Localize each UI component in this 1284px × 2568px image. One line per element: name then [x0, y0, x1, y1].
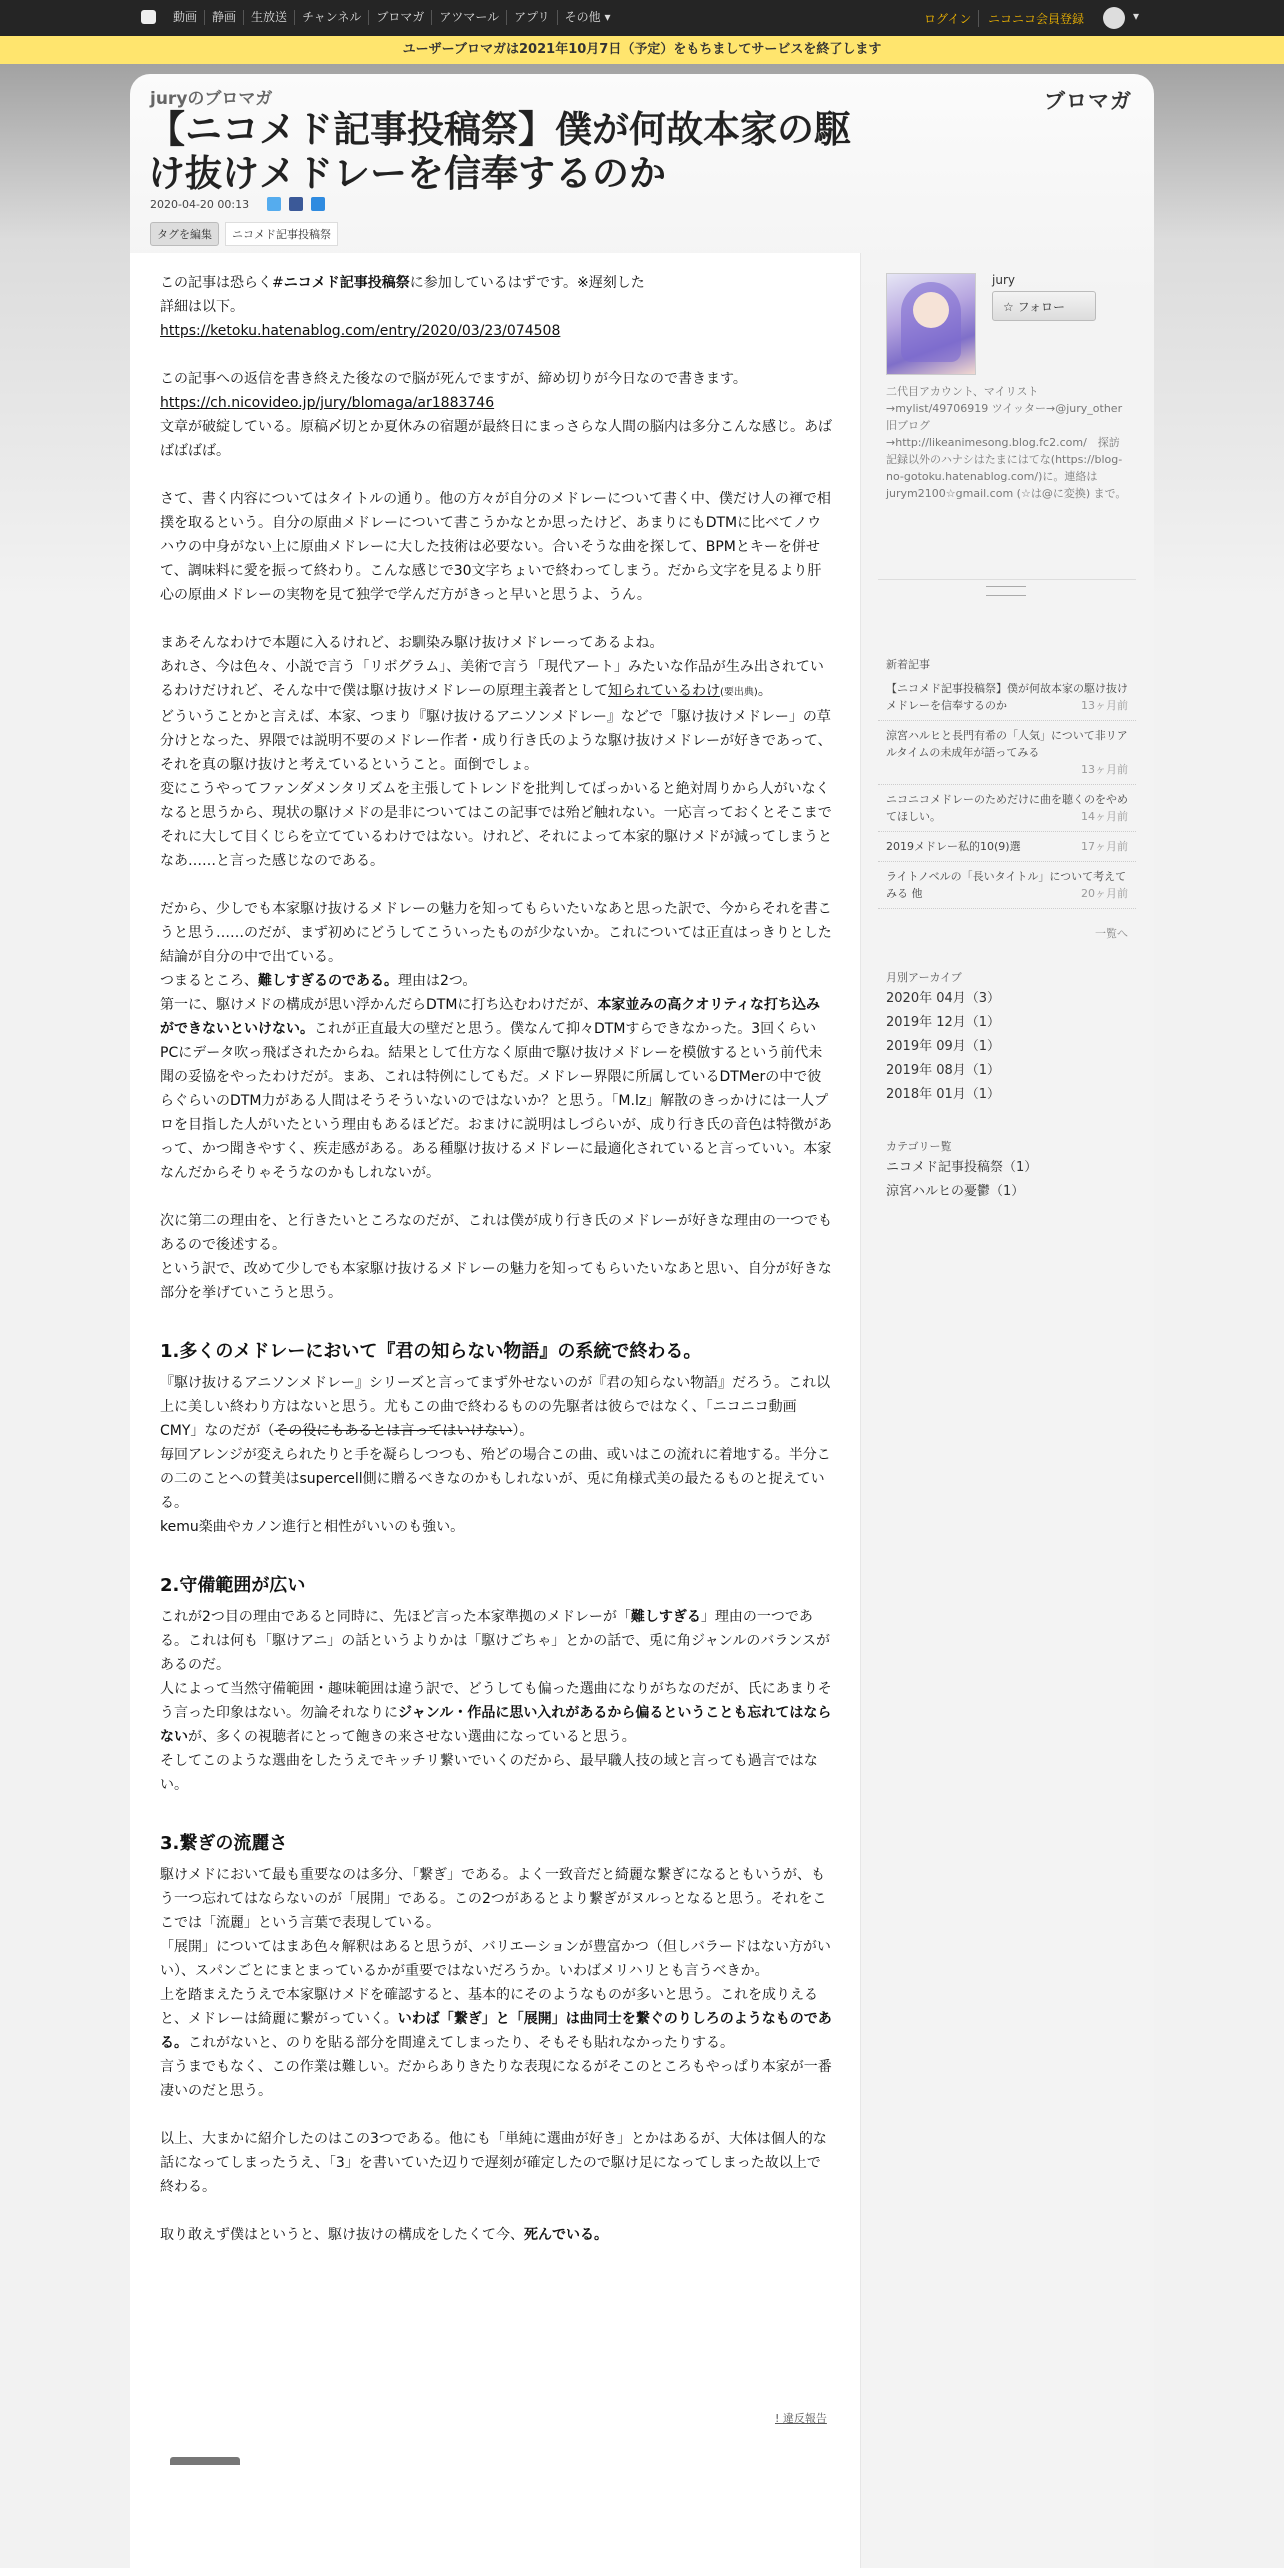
paragraph — [160, 2223, 833, 2247]
relative-date: 13ヶ月前 — [1081, 763, 1128, 776]
service-end-announcement[interactable]: ユーザーブロマガは2021年10月7日（予定）をもちましてサービスを終了します — [0, 36, 1284, 64]
twitter-share-icon[interactable] — [267, 197, 281, 211]
category-heading: カテゴリー覧 — [886, 1140, 952, 1153]
text: あれさ、今は色々、小説で言う「リボグラム」、美術で言う「現代アート」みたいな作品が生み出されているわけだけれど、そんな中で僕は駆け抜けメドレーの原理主義者として — [160, 659, 824, 699]
article-panel — [130, 253, 861, 2568]
text: 人によって当然守備範囲・趣味範囲は違う訳で、どうしても偏った選曲になりがちなのだが、氏にあまりそう言った印象はない。勿論それなりに — [160, 1681, 832, 1721]
nav-link-live[interactable]: 生放送 — [243, 10, 294, 25]
category-list — [886, 1156, 1037, 1204]
paragraph: 言うまでもなく、この作業は難しい。だからありきたりな表現になるがそこのところもやっぱり本家が一番凄いのだと思う。 — [160, 2059, 832, 2099]
list-item[interactable] — [878, 832, 1136, 862]
text: 『駆け抜けるアニソンメドレー』シリーズと言ってまず外せないのが『君の知らない物語』だろう。これ以上に美しい終わり方はないと思う。尤もこの曲で終わるものの先駆者は彼らではなく、「ニコニコ動画CMY」なのだが（ — [160, 1375, 831, 1439]
archive-item[interactable]: 2019年 12月（1） — [886, 1015, 1001, 1030]
article-body — [160, 271, 833, 2247]
text: これがないと、のりを貼る部分を間違えてしまったり、そもそも貼れなかったりする。 — [188, 2035, 734, 2051]
nav-link-other[interactable] — [557, 10, 618, 25]
section-heading: 2.守備範囲が広い — [160, 1575, 306, 1596]
paragraph — [160, 319, 833, 343]
facebook-share-icon[interactable] — [289, 197, 303, 211]
paragraph: だから、少しでも本家駆け抜けるメドレーの魅力を知ってもらいたいなあと思った訳で、今からそれを書こうと思う……のだが、まず初めにどうしてこういったものが少ないか。これについては正直はっきりとした結論が自分の中で出ている。 — [160, 901, 832, 965]
paragraph: 詳細は以下。 — [160, 299, 244, 315]
nav-link-douga[interactable]: 動画 — [173, 10, 198, 24]
nav-link-channel[interactable]: チャンネル — [294, 10, 368, 25]
paragraph: 以上、大まかに紹介したのはこの3つである。他にも「単純に選曲が好き」とかはあるが、大体は個人的な話になってしまったうえ、「3」を書いていた辺りで遅刻が確定したので駆け足になってしまった故以上で終わる。 — [160, 2131, 827, 2195]
paragraph: 「展開」についてはまあ色々解釈はあると思うが、バリエーションが豊富かつ（但しバラードはない方がいい）、スパンごとにまとまっているかが重要ではないだろうか。いわばメリハリとも言うべきか。 — [160, 1939, 831, 1979]
report-violation-link[interactable]: ! 違反報告 — [775, 2412, 827, 2425]
new-articles-heading: 新着記事 — [886, 658, 930, 671]
blomaga-logo[interactable]: ブロマガ — [1044, 89, 1132, 113]
profile-description: 二代目アカウント、マイリスト→mylist/49706919 ツイッター→@jury_other 旧ブログ→http://likeanimesong.blog.fc2.com/ 探訪記録以外のハナシはたまにはてな(https://blog-no-gotoku.hatenablog.com/)に。連絡はjurym2100☆gmail.com (☆は@に変換) まで。 — [886, 385, 1127, 500]
collapse-toggle-icon[interactable] — [986, 586, 1026, 596]
text: これが正直最大の壁だと思う。僕なんて抑々DTMすらできなかった。3回くらいPCにデータ吹っ飛ばされたからね。結果として仕方なく原曲で駆け抜けメドレーを模倣するという前代未聞の妥協をやったわけだが。まあ、これは特例にしてもだ。メドレー界隈に所属しているDTMerの中で彼らぐらいのDTM力がある人間はそうそういないのではないか？と思う。「M.lz」解散のきっかけには一人プロを目指した人がいたという理由もあるほどだ。おまけに説明はしづらいが、成り行き氏の音色は特徴があって、かつ聞きやすく、疾走感がある。ある種駆け抜けるメドレーに最適化されていると言っていい。本家なんだからそりゃそうなのかもしれないが。 — [160, 1021, 832, 1181]
text: 第一に、駆けメドの構成が思い浮かんだらDTMに打ち込むわけだが、 — [160, 997, 598, 1013]
relative-date: 17ヶ月前 — [1081, 840, 1128, 853]
relative-date: 13ヶ月前 — [1081, 699, 1128, 712]
profile-name[interactable]: jury — [992, 273, 1015, 287]
text: 。 — [757, 683, 772, 699]
article-link[interactable]: ニコニコメドレーのためだけに曲を聴くのをやめてほしい。 — [886, 793, 1128, 823]
article-date: 2020-04-20 00:13 — [150, 197, 250, 211]
nav-link-other-label: その他 — [564, 10, 601, 24]
strikethrough-text: その役にもあるとは言ってはいけない — [274, 1423, 513, 1439]
profile-avatar[interactable] — [886, 273, 976, 375]
text: これが2つ目の理由であると同時に、先ほど言った本家準拠のメドレーが「 — [160, 1609, 631, 1625]
archive-item[interactable]: 2019年 09月（1） — [886, 1039, 1001, 1054]
emphasis: 本家並みの高クオリティな打ち込みができないといけない。 — [160, 997, 821, 1037]
paragraph: どういうことかと言えば、本家、つまり『駆け抜けるアニソンメドレー』などで「駆け抜けメドレー」の草分けとなった、界隈では説明不要のメドレー作者・成り行き氏のような駆け抜けメドレーが好きであって、それを真の駆け抜けと考えているということ。面倒でしょ。 — [160, 709, 832, 773]
paragraph: 次に第二の理由を、と行きたいところなのだが、これは僕が成り行き氏のメドレーが好きな理由の一つでもあるので後述する。 — [160, 1213, 832, 1253]
paragraph — [160, 969, 833, 993]
user-avatar-icon[interactable] — [1103, 7, 1125, 29]
text: 」理由の一つである。これは何も「駆けアニ」の話というよりかは「駆けごちゃ」とかの話で、兎に角ジャンルのバランスがあるのだ。 — [160, 1609, 830, 1673]
text: ）。 — [512, 1423, 534, 1439]
emphasis: 死んでいる。 — [524, 2227, 608, 2243]
divider — [878, 579, 1136, 580]
tag-edit-button[interactable]: タグを編集 — [150, 222, 219, 246]
tag-item[interactable]: ニコメド記事投稿祭 — [225, 222, 338, 246]
paragraph — [160, 1983, 833, 2055]
tag-bar — [150, 222, 338, 246]
category-item[interactable]: ニコメド記事投稿祭（1） — [886, 1160, 1038, 1175]
article-link[interactable]: 2019メドレー私的10(9)選 — [886, 840, 1021, 853]
paragraph: 駆けメドにおいて最も重要なのは多分、「繋ぎ」である。よく一致音だと綺麗な繋ぎになるともいうが、もう一つ忘れてはならないのが「展開」である。この2つがあるとより繋ぎがヌルっとなると思う。それをここでは「流麗」という言葉で表現している。 — [160, 1867, 827, 1931]
text: 取り敢えず僕はというと、駆け抜けの構成をしたくて今、 — [160, 2227, 524, 2243]
section-heading: 3.繋ぎの流麗さ — [160, 1833, 288, 1854]
more-articles-link[interactable]: 一覧へ — [1095, 927, 1128, 940]
text: が、多くの視聴者にとって飽きの来させない選曲になっていると思う。 — [188, 1729, 636, 1745]
emphasis: ジャンル・作品に思い入れがあるから偏るということも忘れてはならない — [160, 1705, 832, 1745]
nav-link-app[interactable]: アプリ — [506, 10, 557, 25]
paragraph — [160, 271, 833, 295]
archive-item[interactable]: 2019年 08月（1） — [886, 1063, 1001, 1078]
paragraph — [160, 993, 833, 1185]
paragraph: この記事への返信を書き終えた後なので脳が死んでますが、締め切りが今日なので書きます。 — [160, 371, 747, 387]
nav-link-atsumaru[interactable]: アツマール — [431, 10, 506, 25]
article-link[interactable]: https://ch.nicovideo.jp/jury/blomaga/ar1883746 — [160, 395, 495, 411]
paragraph — [160, 1605, 833, 1677]
paragraph: kemu楽曲やカノン進行と相性がいいのも強い。 — [160, 1519, 465, 1535]
category-item[interactable]: 涼宮ハルヒの憂鬱（1） — [886, 1184, 1025, 1199]
text: つまるところ、 — [160, 973, 258, 989]
hatena-bookmark-icon[interactable] — [311, 197, 325, 211]
citation-needed: (要出典) — [720, 687, 758, 698]
relative-date: 14ヶ月前 — [1081, 810, 1128, 823]
article-link[interactable]: 涼宮ハルヒと長門有希の「人気」について非リアルタイムの未成年が語ってみる — [886, 729, 1128, 759]
paragraph — [160, 1677, 833, 1749]
nav-link-blomaga[interactable]: ブロマガ — [368, 10, 431, 25]
paragraph: という訳で、改めて少しでも本家駆け抜けるメドレーの魅力を知ってもらいたいなあと思い、自分が好きな部分を挙げていこうと思う。 — [160, 1261, 832, 1301]
emphasis: いわば「繋ぎ」と「展開」は曲同士を繋ぐのりしろのようなものである。 — [160, 2011, 832, 2051]
article-link[interactable]: https://ketoku.hatenablog.com/entry/2020/03/23/074508 — [160, 323, 561, 339]
relative-date: 20ヶ月前 — [1081, 887, 1128, 900]
text: 理由は2つ。 — [398, 973, 477, 989]
archive-item[interactable]: 2018年 01月（1） — [886, 1087, 1001, 1102]
list-item[interactable] — [878, 862, 1136, 909]
article-link[interactable]: 【ニコメド記事投稿祭】僕が何故本家の駆け抜けメドレーを信奉するのか — [886, 682, 1128, 712]
article-title: 【ニコメド記事投稿祭】僕が何故本家の駆け抜けメドレーを信奉するのか — [148, 108, 851, 195]
paragraph: 変にこうやってファンダメンタリズムを主張してトレンドを批判してばっかいると絶対周りから人がいなくなると思うから、現状の駆けメドの是非についてはこの記事では殆ど触れない。一応言っておくとそこまでそれに大して目くじらを立てているわけではない。けれど、それによって本家的駆けメドが減ってしまうとなあ……と言った感じなのである。 — [160, 781, 832, 869]
archive-list — [886, 987, 1000, 1107]
list-item[interactable] — [878, 721, 1136, 785]
article-link[interactable]: 知られているわけ — [608, 683, 720, 699]
nav-links — [166, 10, 618, 25]
section-heading: 1.多くのメドレーにおいて『君の知らない物語』の系統で終わる。 — [160, 1341, 702, 1362]
new-articles-list — [878, 674, 1136, 909]
footer-tab — [170, 2457, 240, 2465]
emphasis: 難しすぎる — [630, 1609, 701, 1625]
global-nav — [0, 0, 1284, 36]
blog-name[interactable]: juryのブロマガ — [150, 89, 273, 109]
hashtag: ニコメド記事投稿祭 — [283, 275, 410, 291]
text: 上を踏まえたうえで本家駆けメドを確認すると、基本的にそのようなものが多いと思う。これを成りえると、メドレーは綺麗に繋がっていく。 — [160, 1987, 818, 2027]
text: に参加しているはずです。※遅刻した — [409, 275, 645, 291]
chevron-down-icon: ▾ — [604, 10, 611, 24]
follow-button[interactable]: ☆ フォロー — [992, 291, 1096, 321]
avatar-face-shape — [913, 292, 949, 328]
login-link[interactable]: ログイン — [924, 12, 972, 26]
paragraph — [160, 655, 833, 705]
paragraph — [160, 1371, 833, 1443]
article-meta — [150, 197, 325, 211]
user-menu-chevron-icon[interactable]: ▾ — [1133, 9, 1140, 23]
article-link[interactable]: ライトノベルの「長いタイトル」について考えてみる 他 — [886, 870, 1127, 900]
signup-link[interactable]: ニコニコ会員登録 — [978, 10, 1084, 27]
list-item[interactable] — [878, 674, 1136, 721]
paragraph: さて、書く内容についてはタイトルの通り。他の方々が自分のメドレーについて書く中、僕だけ人の褌で相撲を取るという。自分の原曲メドレーについて書こうかなとか思ったけど、あまりにもDTMに比べてノウハウの中身がない上に原曲メドレーに大した技術は必要ない。合いそうな曲を探して、BPMとキーを併せて、調味料に愛を振って終わり。こんな感じで30文字ちょいで終わってしまう。だから文字を見るより肝心の原曲メドレーの実物を見て独学で学んだ方がきっと早いと思うよ、うん。 — [160, 491, 831, 603]
niconico-logo-icon[interactable] — [141, 10, 156, 24]
paragraph: 毎回アレンジが変えられたりと手を凝らしつつも、殆どの場合この曲、或いはこの流れに着地する。半分この二のことへの賛美はsupercell側に贈るべきなのかもしれないが、兎に角様式美の最たるものと捉えている。 — [160, 1447, 831, 1511]
paragraph: 文章が破綻している。原稿〆切とか夏休みの宿題が最終日にまっさらな人間の脳内は多分こんな感じ。あばばばばば。 — [160, 419, 832, 459]
paragraph: そしてこのような選曲をしたうえでキッチリ繋いでいくのだから、最早職人技の域と言っても過言ではない。 — [160, 1753, 818, 1793]
archive-heading: 月別アーカイブ — [886, 971, 962, 984]
archive-item[interactable]: 2020年 04月（3） — [886, 991, 1001, 1006]
text: この記事は恐らく# — [160, 275, 284, 291]
paragraph: まあそんなわけで本題に入るけれど、お馴染み駆け抜けメドレーってあるよね。 — [160, 635, 664, 651]
paragraph — [160, 391, 833, 415]
page-container — [130, 74, 1154, 2568]
emphasis: 難しすぎるのである。 — [258, 973, 398, 989]
nav-link-seiga[interactable]: 静画 — [204, 10, 243, 25]
list-item[interactable] — [878, 785, 1136, 832]
